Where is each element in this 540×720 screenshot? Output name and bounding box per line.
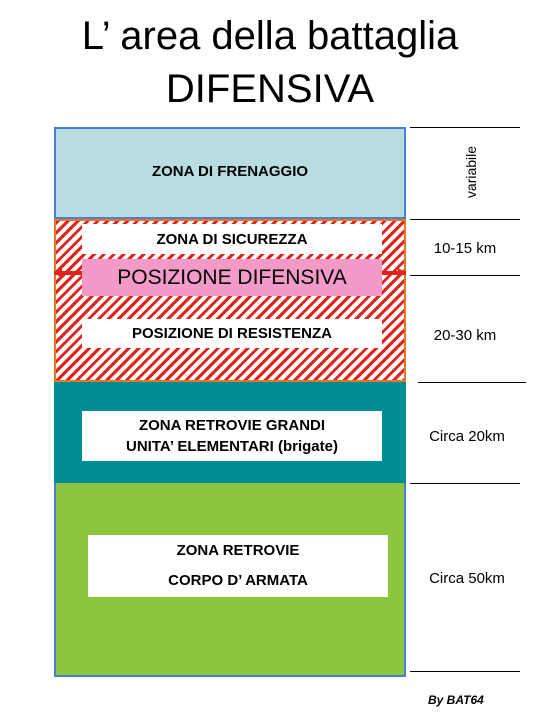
posizione-left-arrow-icon (54, 268, 62, 278)
zone-retrovie-gu-line2: UNITA’ ELEMENTARI (brigate) (126, 438, 338, 455)
zone-frenaggio-label: ZONA DI FRENAGGIO (151, 162, 309, 180)
posizione-resistenza-label: POSIZIONE DI RESISTENZA (82, 319, 382, 348)
scale-line (410, 483, 520, 484)
title-line2: DIFENSIVA (165, 67, 375, 111)
distance-circa-50: Circa 50km (429, 570, 505, 587)
distance-20-30: 20-30 km (433, 327, 497, 344)
zone-sicurezza-label: ZONA DI SICUREZZA (82, 224, 382, 254)
zone-retrovie-gu-line1: ZONA RETROVIE GRANDI (138, 417, 326, 434)
title-line1: L’ area della battaglia (81, 14, 459, 58)
zone-retrovie-gu-label (82, 411, 382, 461)
scale-line (410, 219, 520, 220)
distance-circa-20: Circa 20km (429, 428, 505, 445)
scale-line (410, 671, 520, 672)
posizione-right-arrow-icon (398, 268, 406, 278)
zone-retrovie-ca-label (88, 535, 388, 597)
distance-10-15: 10-15 km (433, 240, 497, 257)
scale-line (418, 382, 526, 383)
posizione-difensiva-label: POSIZIONE DIFENSIVA (82, 259, 382, 296)
zone-retrovie-ca-line2: CORPO D’ ARMATA (168, 572, 308, 589)
scale-line (410, 127, 520, 128)
zone-retrovie-ca-line1: ZONA RETROVIE (176, 542, 300, 559)
credit: By BAT64 (428, 693, 484, 707)
scale-line (410, 275, 520, 276)
distance-variabile: variabile (463, 145, 479, 199)
